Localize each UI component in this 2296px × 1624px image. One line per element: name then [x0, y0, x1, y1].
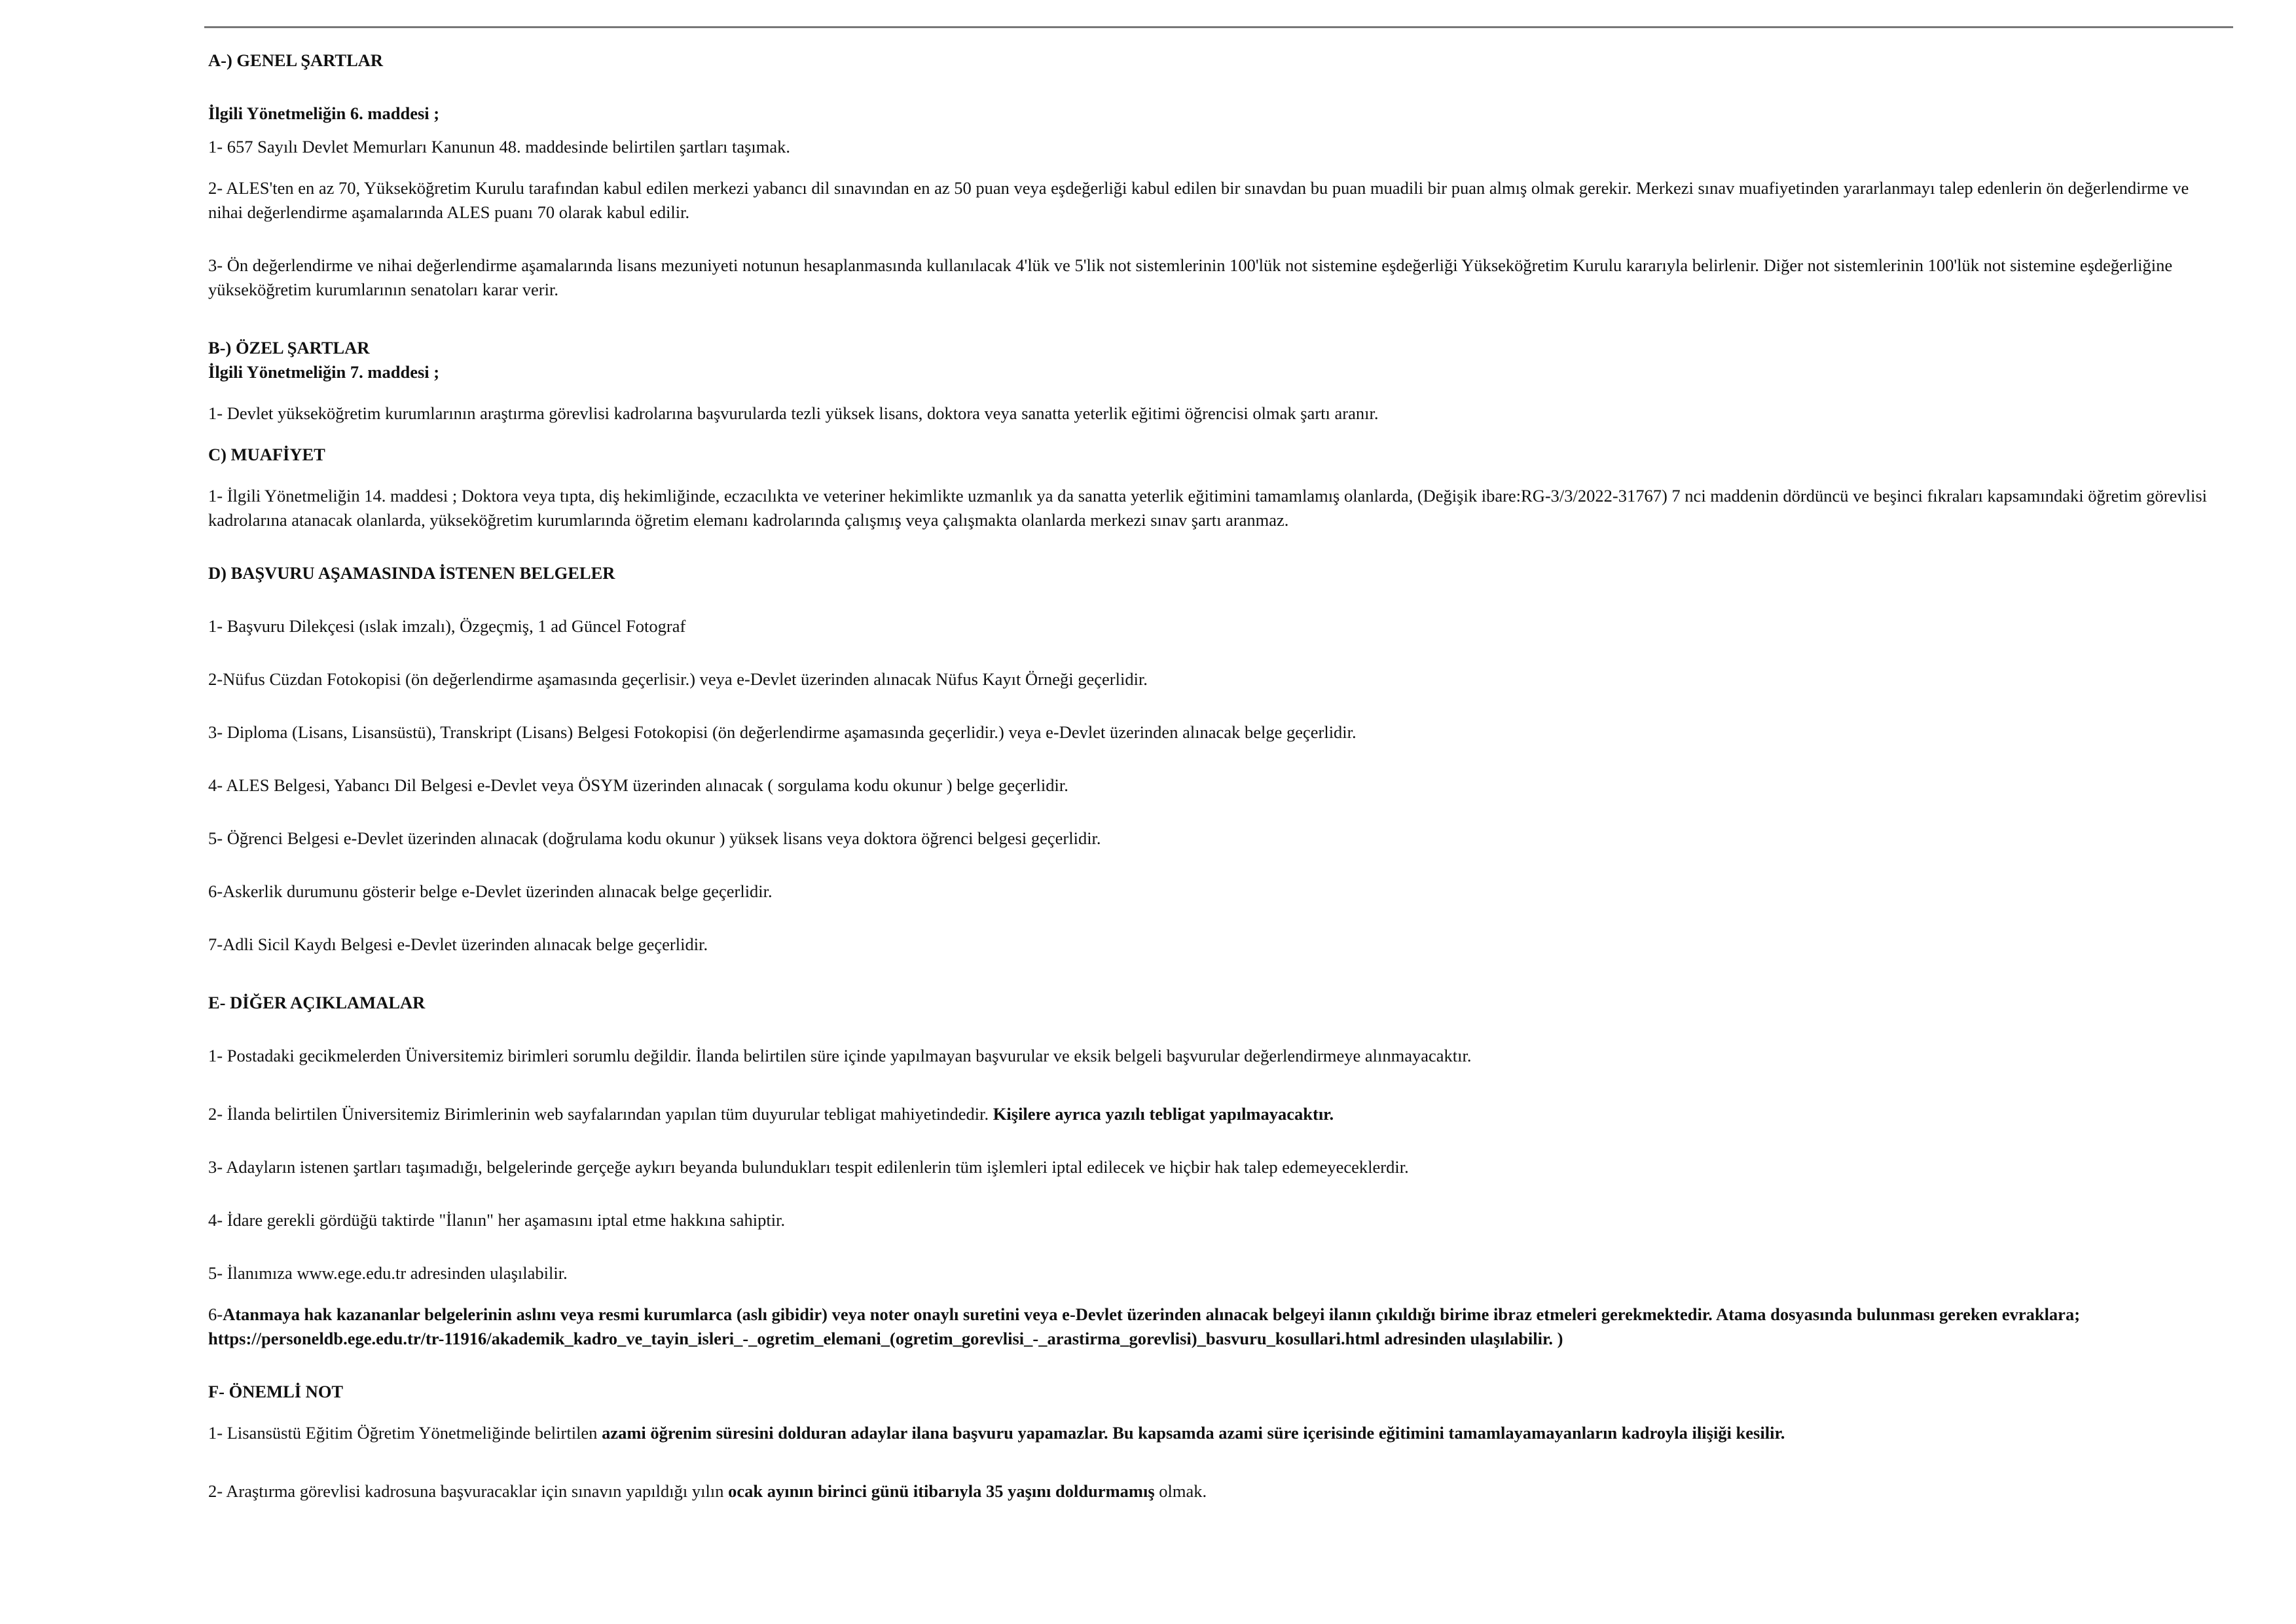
- section-d-item-4: 4- ALES Belgesi, Yabancı Dil Belgesi e-Devlet veya ÖSYM üzerinden alınacak ( sorgulama kodu okunur ) belge geçerlidir.: [208, 775, 1068, 795]
- section-f-item-2-bold: ocak ayının birinci günü itibarıyla 35 yaşını doldurmamış: [728, 1481, 1155, 1501]
- section-e-item-6-bold: Atanmaya hak kazananlar belgelerinin aslını veya resmi kurumlarca (aslı gibidir) veya noter onaylı suretini veya e-Devlet üzerinden alınacak belgeyi ilanın çıkıldığı birime ibraz etmeleri gerekmektedir. Atama dosyasında bulunması gereken evraklara; https://personeldb.ege.edu.tr/tr-11916/akademik_kadro_ve_tayin_isleri_-_ogretim_elemani_(ogretim_gorevlisi_-_arastirma_gorevlisi)_basvuru_kosullari.html adresinden ulaşılabilir. ): [208, 1304, 2081, 1348]
- section-f-item-1: [208, 1421, 2225, 1445]
- section-a-item-3: 3- Ön değerlendirme ve nihai değerlendirme aşamalarında lisans mezuniyeti notunun hesaplanmasında kullanılacak 4'lük ve 5'lik not sistemlerinin 100'lük not sistemine eşdeğerliği Yükseköğretim Kurulu kararıyla belirlenir. Diğer not sistemlerinin 100'lük not sistemine eşdeğerliğine yükseköğretim kurumlarının senatoları karar verir.: [208, 255, 2173, 299]
- section-d-heading: D) BAŞVURU AŞAMASINDA İSTENEN BELGELER: [208, 563, 615, 583]
- section-c-heading: C) MUAFİYET: [208, 445, 325, 464]
- section-e-item-3: 3- Adayların istenen şartları taşımadığı, belgelerinde gerçeğe aykırı beyanda bulundukları tespit edilenlerin tüm işlemleri iptal edilecek ve hiçbir hak talep edemeyeceklerdir.: [208, 1157, 1409, 1177]
- section-e-item-5: 5- İlanımıza www.ege.edu.tr adresinden ulaşılabilir.: [208, 1263, 568, 1283]
- document-body: [208, 48, 2225, 1504]
- section-c-item-1: 1- İlgili Yönetmeliğin 14. maddesi ; Doktora veya tıpta, diş hekimliğinde, eczacılıkta ve veteriner hekimlikte uzmanlık ya da sanatta yeterlik eğitimini tamamlamış olanlarda, (Değişik ibare:RG-3/3/2022-31767) 7 nci maddenin dördüncü ve beşinci fıkraları kapsamındaki öğretim görevlisi kadrolarına atanacak olanlarda, yükseköğretim kurumlarında öğretim elemanı kadrolarında çalışmış veya çalışmakta olanlarda merkezi sınav şartı aranmaz.: [208, 486, 2208, 530]
- section-d-item-2: 2-Nüfus Cüzdan Fotokopisi (ön değerlendirme aşamasında geçerlisir.) veya e-Devlet üzerinden alınacak Nüfus Kayıt Örneği geçerlidir.: [208, 669, 1148, 689]
- section-e-item-2-bold: Kişilere ayrıca yazılı tebligat yapılmayacaktır.: [993, 1104, 1334, 1124]
- section-f-item-1-bold: azami öğrenim süresini dolduran adaylar ilana başvuru yapamazlar. Bu kapsamda azami süre içerisinde eğitimini tamamlayamayanların kadroyla ilişiği kesilir.: [602, 1423, 1785, 1443]
- section-b-item-1: 1- Devlet yükseköğretim kurumlarının araştırma görevlisi kadrolarına başvurularda tezli yüksek lisans, doktora veya sanatta yeterlik eğitimi öğrencisi olmak şartı aranır.: [208, 403, 1379, 423]
- section-a-heading: A-) GENEL ŞARTLAR: [208, 50, 384, 70]
- section-f-item-1-text: 1- Lisansüstü Eğitim Öğretim Yönetmeliğinde belirtilen: [208, 1423, 602, 1443]
- section-a-subheading: İlgili Yönetmeliğin 6. maddesi ;: [208, 103, 440, 123]
- top-divider: [204, 26, 2233, 28]
- section-d-item-7: 7-Adli Sicil Kaydı Belgesi e-Devlet üzerinden alınacak belge geçerlidir.: [208, 934, 708, 954]
- section-f-item-2-text: 2- Araştırma görevlisi kadrosuna başvuracaklar için sınavın yapıldığı yılın: [208, 1481, 729, 1501]
- section-e-item-4: 4- İdare gerekli gördüğü taktirde "İlanın" her aşamasını iptal etme hakkına sahiptir.: [208, 1210, 786, 1230]
- section-e-heading: E- DİĞER AÇIKLAMALAR: [208, 993, 426, 1012]
- section-f-heading: F- ÖNEMLİ NOT: [208, 1382, 344, 1401]
- section-a-item-2: 2- ALES'ten en az 70, Yükseköğretim Kurulu tarafından kabul edilen merkezi yabancı dil sınavından en az 50 puan veya eşdeğerliği kabul edilen bir sınavdan bu puan muadili bir puan almış olmak gerekir. Merkezi sınav muafiyetinden yararlanmayı talep edenlerin ön değerlendirme ve nihai değerlendirme aşamalarında ALES puanı 70 olarak kabul edilir.: [208, 178, 2189, 222]
- section-e-item-2: [208, 1102, 2225, 1126]
- section-d-item-1: 1- Başvuru Dilekçesi (ıslak imzalı), Özgeçmiş, 1 ad Güncel Fotograf: [208, 616, 686, 636]
- section-d-item-3: 3- Diploma (Lisans, Lisansüstü), Transkript (Lisans) Belgesi Fotokopisi (ön değerlendirme aşamasında geçerlidir.) veya e-Devlet üzerinden alınacak belge geçerlidir.: [208, 722, 1357, 742]
- section-e-item-6: [208, 1302, 2225, 1351]
- section-e-item-6-text: 6-: [208, 1304, 223, 1324]
- section-f-item-2: [208, 1479, 2225, 1504]
- section-b-subheading: İlgili Yönetmeliğin 7. maddesi ;: [208, 362, 440, 382]
- section-a-item-1: 1- 657 Sayılı Devlet Memurları Kanunun 48. maddesinde belirtilen şartları taşımak.: [208, 137, 791, 157]
- section-d-item-5: 5- Öğrenci Belgesi e-Devlet üzerinden alınacak (doğrulama kodu okunur ) yüksek lisans veya doktora öğrenci belgesi geçerlidir.: [208, 828, 1101, 848]
- section-d-item-6: 6-Askerlik durumunu gösterir belge e-Devlet üzerinden alınacak belge geçerlidir.: [208, 881, 773, 901]
- section-f-item-2-tail: olmak.: [1154, 1481, 1207, 1501]
- section-b-heading: B-) ÖZEL ŞARTLAR: [208, 338, 370, 358]
- section-e-item-1: 1- Postadaki gecikmelerden Üniversitemiz birimleri sorumlu değildir. İlanda belirtilen süre içinde yapılmayan başvurular ve eksik belgeli başvurular değerlendirmeye alınmayacaktır.: [208, 1046, 1472, 1065]
- section-e-item-2-text: 2- İlanda belirtilen Üniversitemiz Birimlerinin web sayfalarından yapılan tüm duyurular tebligat mahiyetindedir.: [208, 1104, 993, 1124]
